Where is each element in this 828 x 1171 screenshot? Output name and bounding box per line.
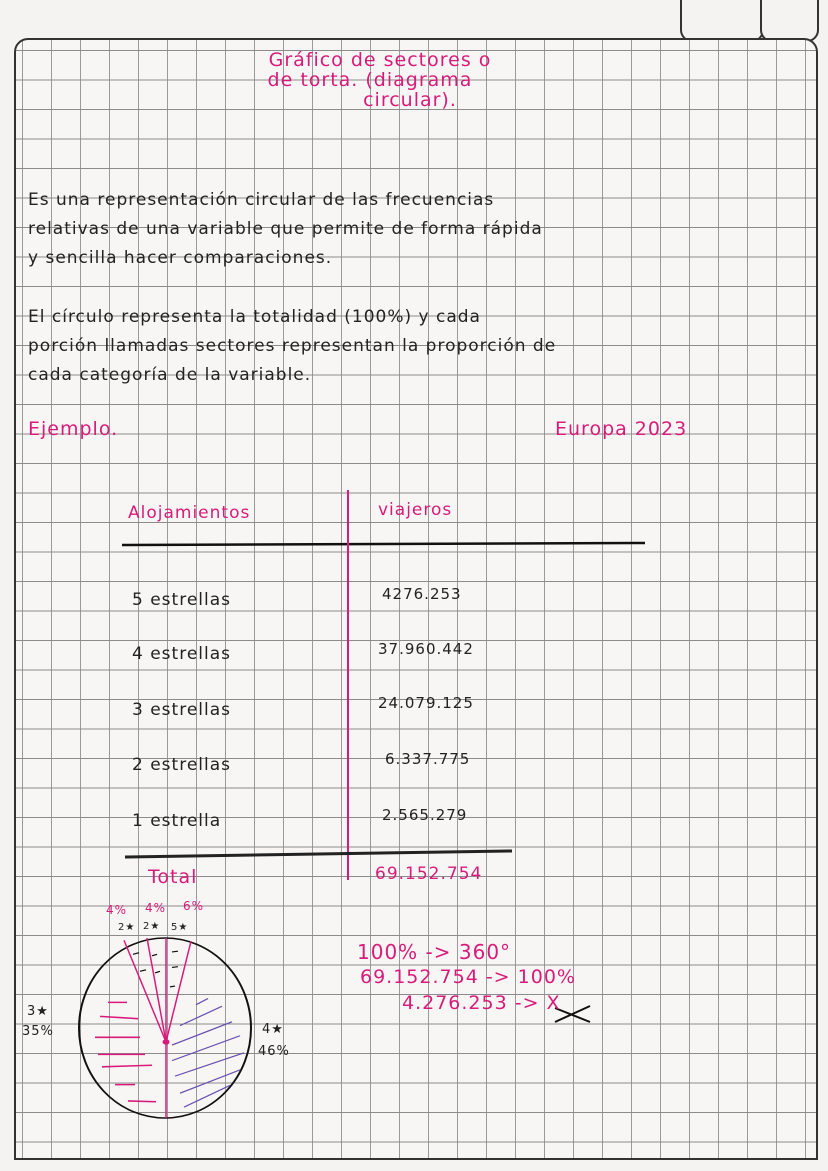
example-title: Europa 2023: [555, 418, 688, 440]
calculation-line: 69.152.754 -> 100%: [360, 966, 576, 988]
table-total-value: 69.152.754: [375, 864, 483, 884]
table-row-value: 4276.253: [382, 585, 462, 603]
pie-divider: [147, 938, 166, 1042]
pie-hatching-4-stars: [172, 999, 244, 1108]
table-header-alojamientos: Alojamientos: [128, 503, 251, 523]
title-line: Gráfico de sectores o: [268, 49, 492, 71]
pie-label-3star: 3★: [27, 1004, 49, 1019]
table-total-label: Total: [148, 866, 198, 888]
title-line: de torta. (diagrama: [267, 69, 473, 91]
text-line: Es una representación circular de las frecuencias: [28, 190, 495, 210]
pie-chart: [79, 938, 251, 1118]
pie-label-2star-b: 2★: [143, 921, 161, 932]
text-line: y sencilla hacer comparaciones.: [28, 248, 333, 268]
pie-center-dot: [163, 1039, 170, 1044]
table-row-label: 4 estrellas: [132, 644, 231, 664]
table-row-label: 1 estrella: [132, 811, 222, 831]
text-line: El círculo representa la totalidad (100%) y cada: [28, 307, 481, 327]
text-line: porción llamadas sectores representan la proporción de: [28, 336, 557, 356]
example-label: Ejemplo.: [28, 418, 119, 440]
text-line: relativas de una variable que permite de forma rápida: [28, 219, 543, 239]
pie-percent-4star: 46%: [258, 1044, 290, 1059]
table-header-viajeros: viajeros: [378, 500, 453, 520]
pie-divider: [124, 940, 166, 1042]
pie-label-2star-a: 2★: [118, 922, 136, 933]
pie-percent-5star: 6%: [183, 899, 205, 913]
table-row-value: 6.337.775: [385, 750, 471, 768]
table-header-rule: [122, 543, 645, 545]
table-total-rule: [125, 851, 512, 857]
title-line: circular).: [363, 89, 457, 111]
table-row-label: 5 estrellas: [132, 590, 231, 610]
table-row-label: 2 estrellas: [132, 755, 231, 775]
text-line: cada categoría de la variable.: [28, 365, 312, 385]
pie-label-5star: 5★: [171, 922, 189, 933]
table-row-value: 24.079.125: [378, 694, 474, 712]
table-row-label: 3 estrellas: [132, 700, 231, 720]
pie-percent-2star-a: 4%: [106, 903, 128, 917]
pie-percent-2star-b: 4%: [145, 901, 167, 915]
pie-circle: [79, 938, 251, 1118]
table-row-value: 2.565.279: [382, 806, 468, 824]
pie-hatching-3-stars: [95, 1002, 156, 1101]
table-row-value: 37.960.442: [378, 640, 474, 658]
pie-label-4star: 4★: [262, 1022, 284, 1037]
calculation-line: 100% -> 360°: [357, 940, 512, 964]
calculation-line: 4.276.253 -> X: [402, 992, 561, 1014]
pie-divider: [166, 941, 191, 1042]
pie-percent-3star: 35%: [22, 1024, 54, 1039]
